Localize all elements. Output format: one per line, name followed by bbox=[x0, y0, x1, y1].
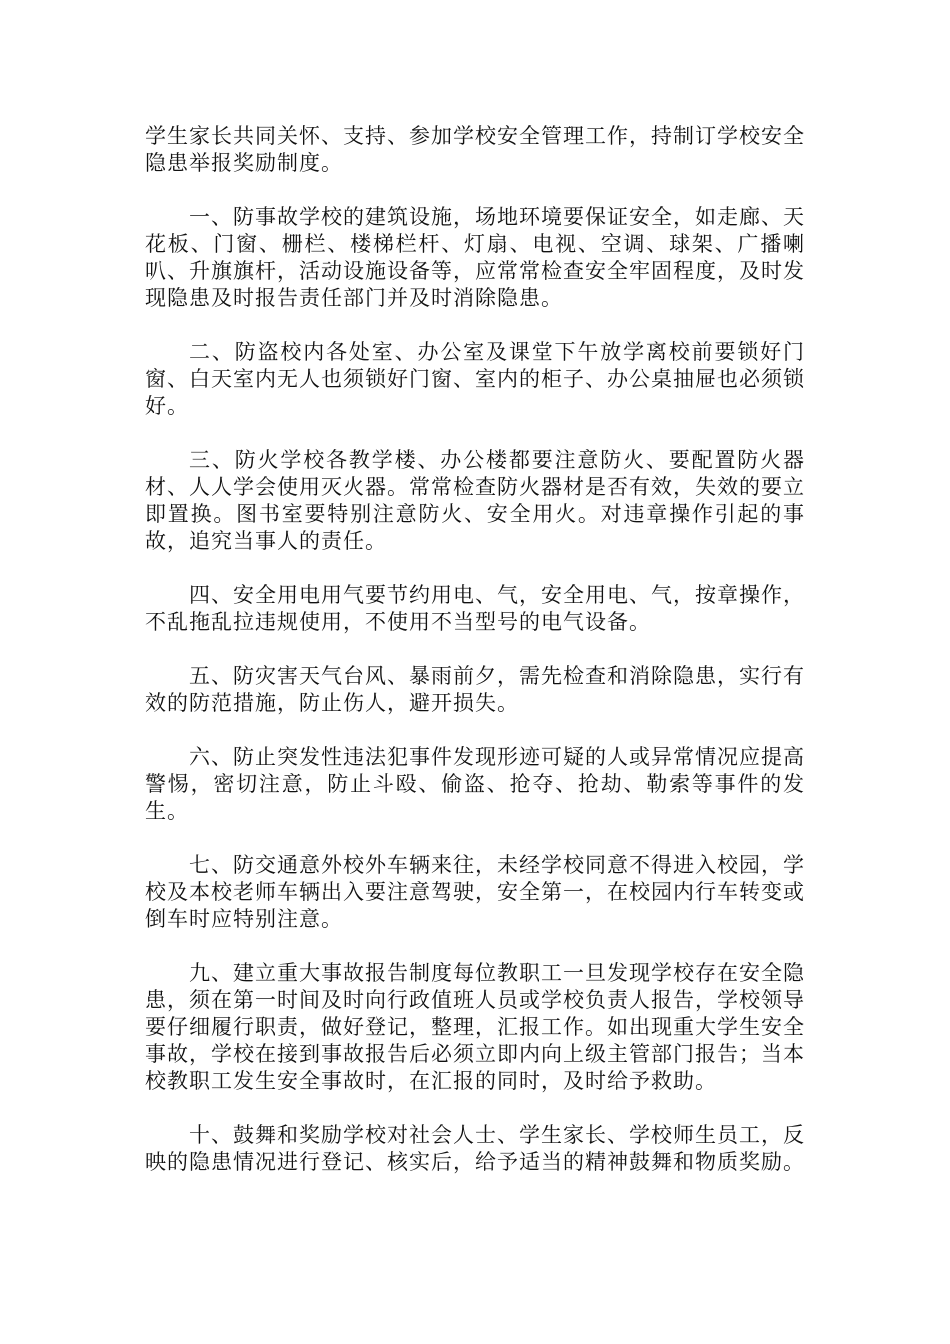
paragraph-rewards: 十、鼓舞和奖励学校对社会人士、学生家长、学校师生员工，反映的隐患情况进行登记、核实后，给予适当的精神鼓舞和物质奖励。 bbox=[145, 1123, 805, 1174]
paragraph-sudden-incidents: 六、防止突发性违法犯事件发现形迹可疑的人或异常情况应提高警惕，密切注意，防止斗殴、偷盗、抢夺、抢劫、勒索等事件的发生。 bbox=[145, 745, 805, 823]
paragraph-fire-prevention: 三、防火学校各教学楼、办公楼都要注意防火、要配置防火器材、人人学会使用灭火器。常常检查防火器材是否有效，失效的要立即置换。图书室要特别注意防火、安全用火。对违章操作引起的事故，追究当事人的责任。 bbox=[145, 448, 805, 553]
paragraph-intro: 学生家长共同关怀、支持、参加学校安全管理工作，持制订学校安全隐患举报奖励制度。 bbox=[145, 124, 805, 175]
paragraph-weather-disaster: 五、防灾害天气台风、暴雨前夕，需先检查和消除隐患，实行有效的防范措施，防止伤人，避开损失。 bbox=[145, 664, 805, 715]
paragraph-traffic-safety: 七、防交通意外校外车辆来往，未经学校同意不得进入校园，学校及本校老师车辆出入要注意驾驶，安全第一，在校园内行车转变或倒车时应特别注意。 bbox=[145, 853, 805, 931]
paragraph-electric-gas-safety: 四、安全用电用气要节约用电、气，安全用电、气，按章操作，不乱拖乱拉违规使用，不使用不当型号的电气设备。 bbox=[145, 583, 805, 634]
document-body bbox=[145, 123, 805, 1176]
paragraph-theft-prevention: 二、防盗校内各处室、办公室及课堂下午放学离校前要锁好门窗、白天室内无人也须锁好门窗、室内的柜子、办公桌抽屉也必须锁好。 bbox=[145, 340, 805, 418]
paragraph-accident-reporting: 九、建立重大事故报告制度每位教职工一旦发现学校存在安全隐患，须在第一时间及时向行政值班人员或学校负责人报告，学校领导要仔细履行职责，做好登记，整理，汇报工作。如出现重大学生安全事故，学校在接到事故报告后必须立即内向上级主管部门报告；当本校教职工发生安全事故时，在汇报的同时，及时给予救助。 bbox=[145, 961, 805, 1093]
paragraph-accident-prevention: 一、防事故学校的建筑设施，场地环境要保证安全，如走廊、天花板、门窗、栅栏、楼梯栏杆、灯扇、电视、空调、球架、广播喇叭、升旗旗杆，活动设施设备等，应常常检查安全牢固程度，及时发现隐患及时报告责任部门并及时消除隐患。 bbox=[145, 205, 805, 310]
